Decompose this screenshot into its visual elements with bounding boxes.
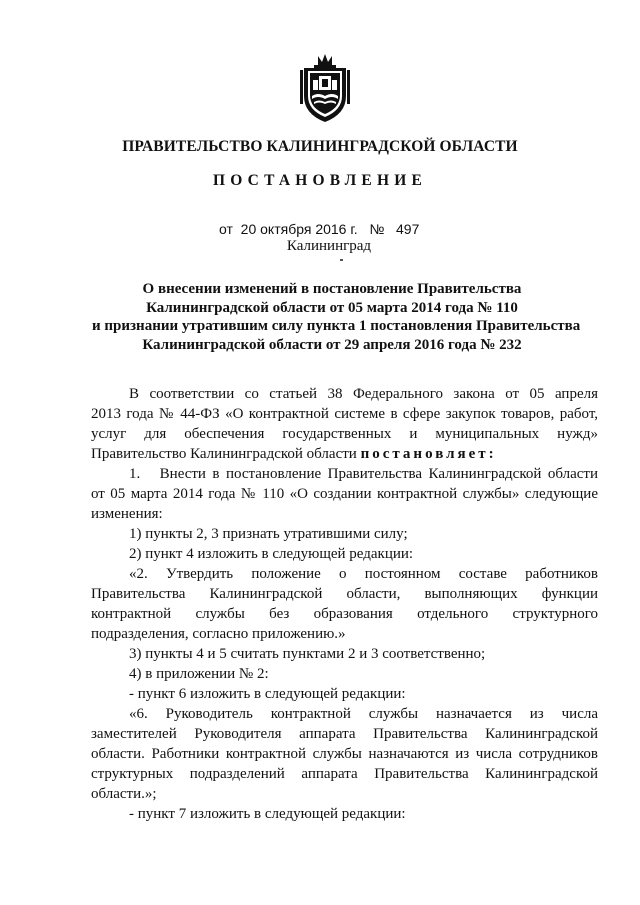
coat-of-arms-icon [298,52,352,124]
document-type: ПОСТАНОВЛЕНИЕ [212,172,428,189]
body-line: Правительства Калининградской области, выполняющих функции [91,586,598,602]
body-text: Правительство Калининградской области [91,446,357,462]
body-line: от 05 марта 2014 года № 110 «О создании контрактной службы» следующие [91,486,598,502]
body-line: - пункт 7 изложить в следующей редакции: [129,806,406,822]
body-line: 2013 года № 44-ФЗ «О контрактной системе в сфере закупок товаров, работ, [91,406,598,422]
resolution-word: постановляет: [360,446,497,462]
body-line: области.»; [91,786,157,802]
body-line [91,444,598,464]
body-line: - пункт 6 изложить в следующей редакции: [129,686,406,702]
title-line: О внесении изменений в постановление Правительства [142,281,522,297]
body-line: 4) в приложении № 2: [129,666,269,682]
body-line: 3) пункты 4 и 5 считать пунктами 2 и 3 соответственно; [129,646,486,662]
body-line: В соответствии со статьей 38 Федерального закона от 05 апреля [129,386,598,402]
government-name: ПРАВИТЕЛЬСТВО КАЛИНИНГРАДСКОЙ ОБЛАСТИ [122,138,518,155]
body-line: заместителей Руководителя аппарата Правительства Калининградской [91,726,598,742]
divider-dot [340,259,343,261]
document-number: 497 [396,221,420,237]
number-sign: № [369,221,385,237]
body-line: изменения: [91,506,163,522]
body-line: услуг для обеспечения государственных и муниципальных нужд» [91,426,598,442]
body-line: области. Работники контрактной службы назначаются из числа сотрудников [91,746,598,762]
date-line [219,221,419,237]
title-line: Калининградской области от 05 марта 2014 года № 110 [146,299,518,316]
body-line: 1. Внести в постановление Правительства Калининградской области [129,466,598,482]
body-line: подразделения, согласно приложению.» [91,626,346,642]
body-line: 2) пункт 4 изложить в следующей редакции: [129,546,414,562]
city-name: Калининград [286,238,372,254]
document-date: 20 октября 2016 г. [240,221,358,237]
body-line: «6. Руководитель контрактной службы назначается из числа [129,706,598,722]
body-line: 1) пункты 2, 3 признать утратившими силу; [129,526,408,542]
title-line: и признании утратившим силу пункта 1 постановления Правительства [92,318,581,334]
title-line: Калининградской области от 29 апреля 2016 года № 232 [142,336,522,353]
body-line: «2. Утвердить положение о постоянном составе работников [129,566,598,582]
date-prefix: от [219,221,233,237]
body-line: контрактной службы без образования отдельного структурного [91,606,598,622]
document-body [91,384,598,824]
body-line: структурных подразделений аппарата Правительства Калининградской [91,766,598,782]
document-title [92,280,581,354]
